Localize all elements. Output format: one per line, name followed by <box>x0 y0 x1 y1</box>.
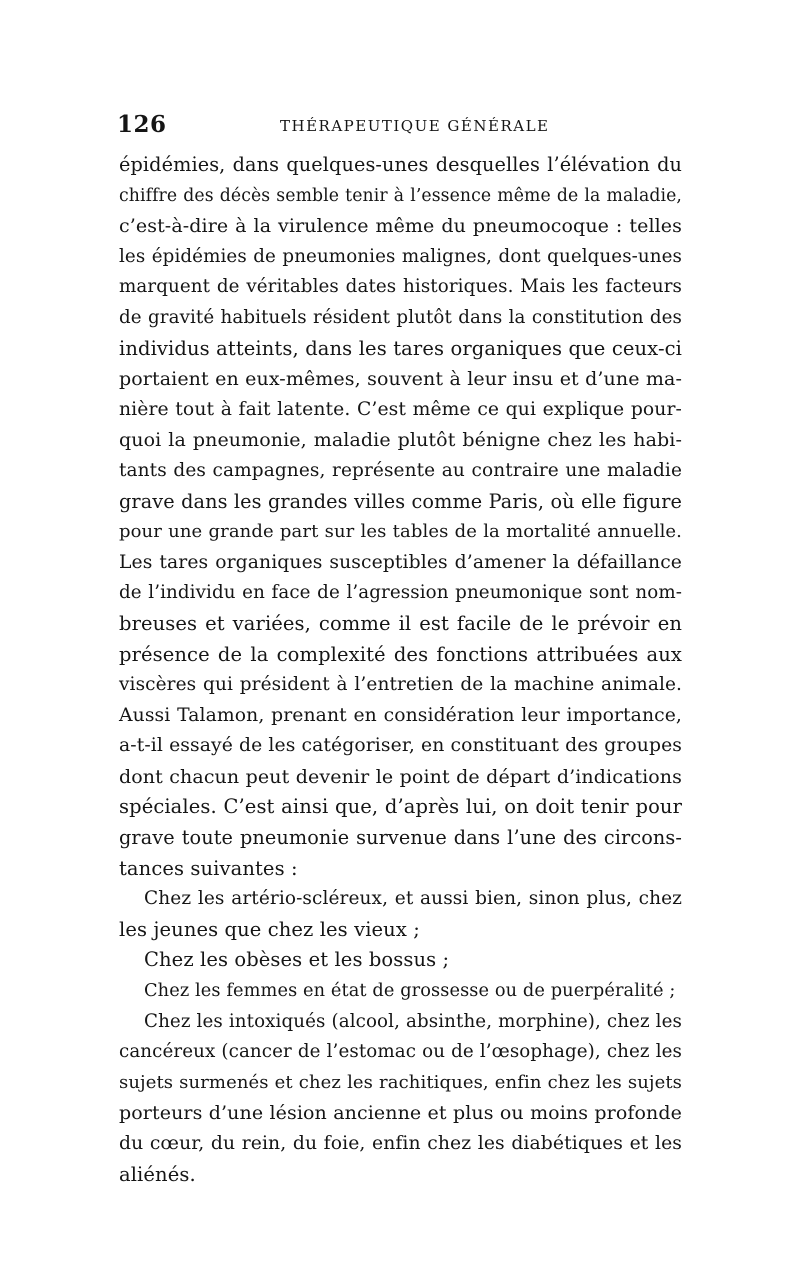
text-line: breuses et variées, comme il est facile de le prévoir en <box>119 611 682 635</box>
text-line: pour une grande part sur les tables de la mortalité annuelle. <box>119 521 682 543</box>
text-line: épidémies, dans quelques-unes desquelles l’élévation du <box>119 153 682 176</box>
running-head <box>117 111 685 141</box>
text-line: de l’individu en face de l’agression pneumonique sont nom- <box>119 582 682 604</box>
text-line: Chez les femmes en état de grossesse ou de puerpéralité ; <box>144 981 676 1002</box>
text-line: individus atteints, dans les tares organiques que ceux-ci <box>119 336 682 360</box>
text-line: Les tares organiques susceptibles d’amener la défaillance <box>119 551 682 573</box>
text-line: nière tout à fait latente. C’est même ce qui explique pour- <box>119 398 682 420</box>
text-line: quoi la pneumonie, maladie plutôt bénigne chez les habi- <box>119 429 682 452</box>
body-text <box>119 150 682 1190</box>
running-title: THÉRAPEUTIQUE GÉNÉRALE <box>280 117 550 135</box>
text-line: portaient en eux-mêmes, souvent à leur insu et d’une ma- <box>119 368 682 391</box>
page-number: 126 <box>117 111 167 138</box>
text-line: tants des campagnes, représente au contraire une maladie <box>119 459 682 481</box>
text-line: spéciales. C’est ainsi que, d’après lui, on doit tenir pour <box>119 795 682 819</box>
text-line: présence de la complexité des fonctions attribuées aux <box>119 642 682 666</box>
text-line: c’est-à-dire à la virulence même du pneumocoque : telles <box>119 215 682 238</box>
text-line: sujets surmenés et chez les rachitiques, enfin chez les sujets <box>119 1071 682 1093</box>
text-line: Aussi Talamon, prenant en considération leur importance, <box>119 704 682 726</box>
text-line: tances suivantes : <box>119 856 298 880</box>
text-line: marquent de véritables dates historiques. Mais les facteurs <box>119 276 682 298</box>
text-line: du cœur, du rein, du foie, enfin chez les diabétiques et les <box>119 1133 682 1154</box>
text-line: Chez les obèses et les bossus ; <box>144 948 450 972</box>
text-line: Chez les artério-scléreux, et aussi bien, sinon plus, chez <box>144 888 682 910</box>
text-line: viscères qui président à l’entretien de la machine animale. <box>119 674 682 696</box>
text-line: a-t-il essayé de les catégoriser, en constituant des groupes <box>119 735 682 757</box>
text-line: les épidémies de pneumonies malignes, dont quelques-unes <box>119 245 682 267</box>
text-line: porteurs d’une lésion ancienne et plus ou moins profonde <box>119 1102 682 1125</box>
text-line: dont chacun peut devenir le point de départ d’indications <box>119 765 682 788</box>
text-line: grave toute pneumonie survenue dans l’une des circons- <box>119 826 682 850</box>
text-line: Chez les intoxiqués (alcool, absinthe, morphine), chez les <box>144 1010 682 1032</box>
text-line: de gravité habituels résident plutôt dans la constitution des <box>119 306 682 328</box>
text-line: les jeunes que chez les vieux ; <box>119 917 420 941</box>
text-line: cancéreux (cancer de l’estomac ou de l’œsophage), chez les <box>119 1041 682 1063</box>
text-line: grave dans les grandes villes comme Paris, où elle figure <box>119 489 682 513</box>
text-line: aliénés. <box>119 1162 196 1186</box>
text-line: chiffre des décès semble tenir à l’essence même de la maladie, <box>119 185 682 206</box>
